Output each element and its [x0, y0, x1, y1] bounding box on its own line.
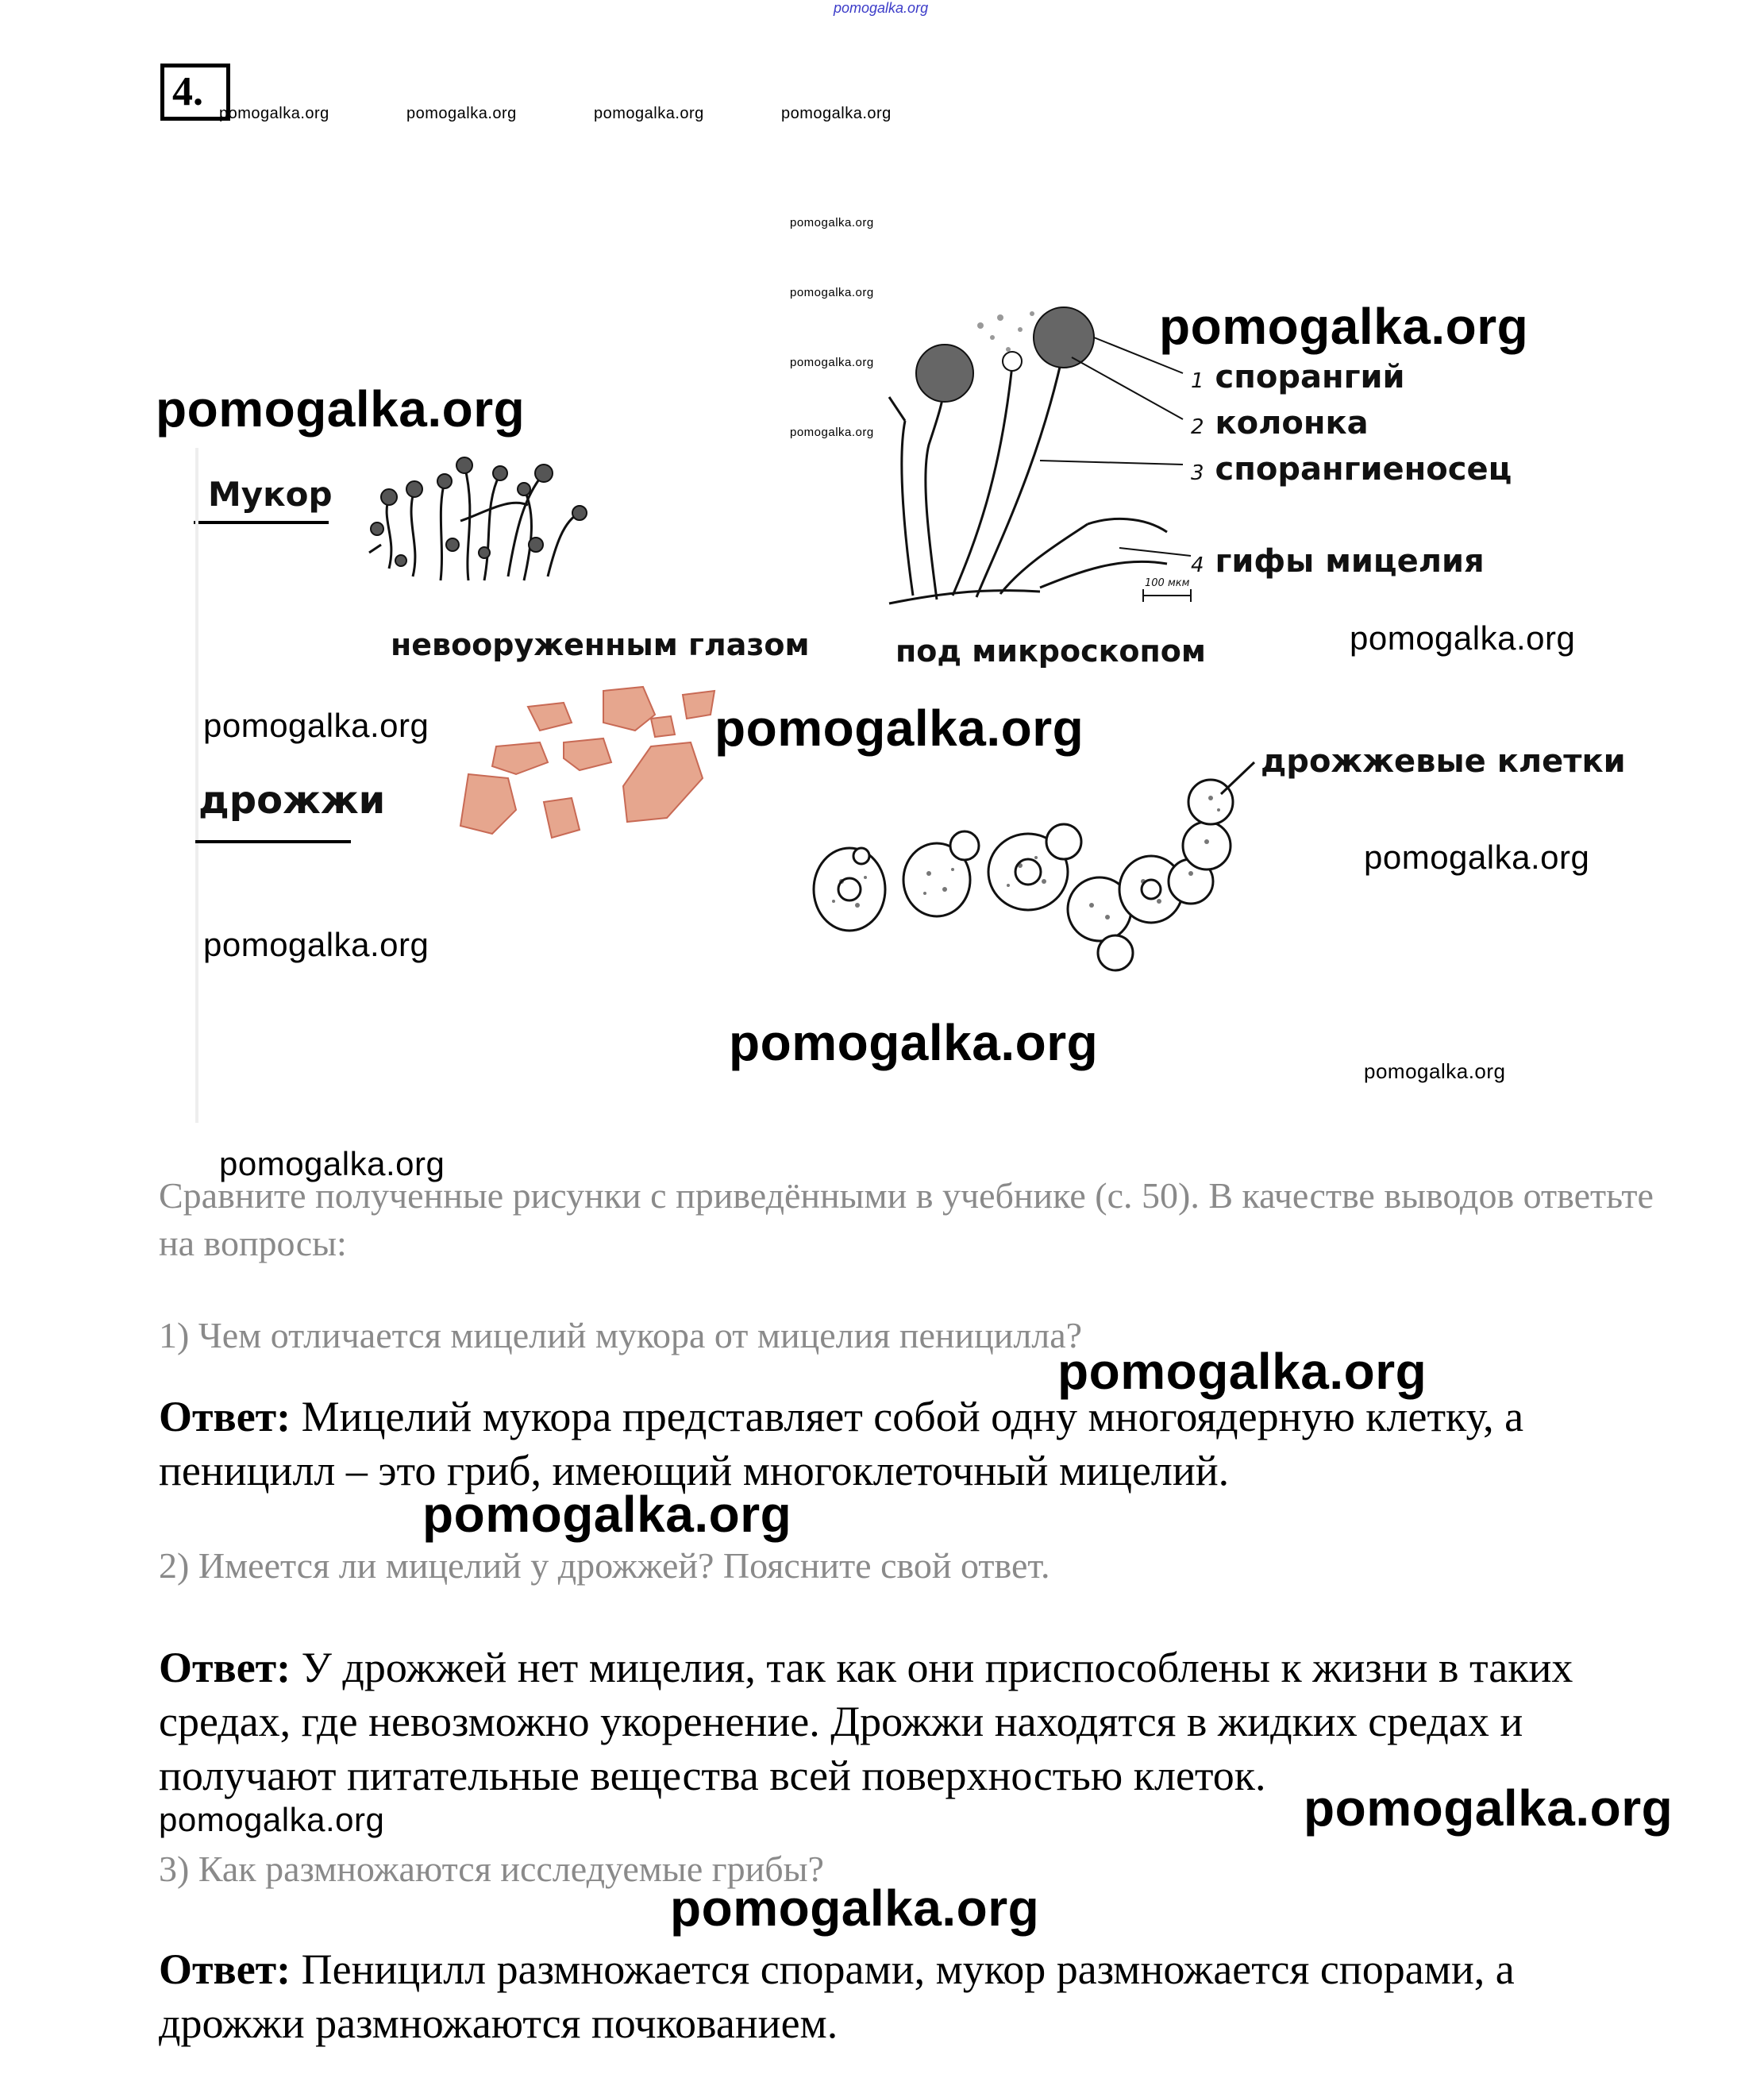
watermark-large: pomogalka.org: [1057, 1343, 1427, 1400]
yeast-underline: [195, 840, 351, 843]
callout-number: 2: [1191, 415, 1204, 439]
watermark-medium: pomogalka.org: [203, 707, 429, 744]
callout-1: [1191, 359, 1405, 395]
mucor-label: Мукор: [208, 475, 333, 514]
watermark-small: pomogalka.org: [406, 105, 517, 122]
yeast-naked-eye-drawing: [453, 683, 722, 842]
mucor-underline: [194, 521, 329, 524]
watermark-large: pomogalka.org: [670, 1880, 1040, 1937]
mucor-naked-eye-drawing: [365, 449, 587, 584]
yeast-microscope-drawing: [810, 770, 1254, 985]
answer-label: Ответ:: [159, 1945, 291, 1993]
callout-3: [1191, 451, 1512, 488]
watermark-medium: pomogalka.org: [159, 1801, 385, 1838]
answer-label: Ответ:: [159, 1393, 291, 1440]
watermark-large: pomogalka.org: [714, 700, 1084, 757]
task-number: 4.: [160, 64, 230, 121]
watermark-small: pomogalka.org: [594, 105, 704, 122]
question-3: 3) Как размножаются исследуемые грибы?: [159, 1849, 824, 1889]
yeast-cells-label: дрожжевые клетки: [1261, 743, 1626, 780]
watermark-large: pomogalka.org: [1159, 298, 1529, 355]
watermark-small: pomogalka.org: [219, 105, 329, 122]
callout-number: 3: [1191, 461, 1204, 485]
callout-2: [1191, 405, 1369, 441]
callout-text: колонка: [1215, 405, 1369, 441]
callout-text: гифы мицелия: [1215, 543, 1485, 580]
watermark-small: pomogalka.org: [781, 105, 892, 122]
watermark-large: pomogalka.org: [729, 1014, 1099, 1071]
watermark-medium: pomogalka.org: [1350, 619, 1576, 657]
yeast-label: дрожжи: [198, 778, 386, 823]
answer-1: [159, 1390, 1667, 1498]
question-1: 1) Чем отличается мицелий мукора от мицелия пеницилла?: [159, 1315, 1083, 1355]
answer-text: У дрожжей нет мицелия, так как они приспособлены к жизни в таких средах, где невозможно укоренение. Дрожжи находятся в жидких средах и получают питательные вещества всей поверхностью клеток.: [159, 1644, 1573, 1799]
watermark-large: pomogalka.org: [156, 380, 526, 438]
watermark-tiny: pomogalka.org: [790, 426, 874, 439]
callout-number: 4: [1191, 553, 1204, 577]
watermark-top: pomogalka.org: [834, 0, 929, 16]
question-2: 2) Имеется ли мицелий у дрожжей? Поясните свой ответ.: [159, 1545, 1050, 1586]
watermark-tiny: pomogalka.org: [790, 286, 874, 299]
answer-label: Ответ:: [159, 1644, 291, 1691]
answer-text: Мицелий мукора представляет собой одну многоядерную клетку, а пеницилл – это гриб, имеющий многоклеточный мицелий.: [159, 1393, 1524, 1494]
watermark-small: pomogalka.org: [1364, 1059, 1506, 1083]
callout-number: 1: [1191, 369, 1204, 393]
scale-label: 100 мкм: [1145, 577, 1190, 589]
watermark-medium: pomogalka.org: [203, 926, 429, 963]
watermark-large: pomogalka.org: [1304, 1779, 1673, 1837]
naked-eye-caption: невооруженным глазом: [391, 627, 810, 662]
watermark-tiny: pomogalka.org: [790, 216, 874, 229]
watermark-medium: pomogalka.org: [219, 1145, 445, 1182]
watermark-large: pomogalka.org: [422, 1486, 792, 1543]
watermark-tiny: pomogalka.org: [790, 356, 874, 369]
answer-3: [159, 1942, 1667, 2050]
callout-4: [1191, 543, 1485, 580]
intro-text: Сравните полученные рисунки с приведёнными в учебнике (с. 50). В качестве выводов ответьте на вопросы:: [159, 1175, 1654, 1263]
callout-text: спорангий: [1215, 359, 1405, 395]
answer-text: Пеницилл размножается спорами, мукор размножается спорами, а дрожжи размножаются почкованием.: [159, 1945, 1515, 2047]
callout-text: спорангиеносец: [1215, 451, 1512, 488]
microscope-caption: под микроскопом: [895, 634, 1206, 669]
watermark-medium: pomogalka.org: [1364, 839, 1590, 876]
